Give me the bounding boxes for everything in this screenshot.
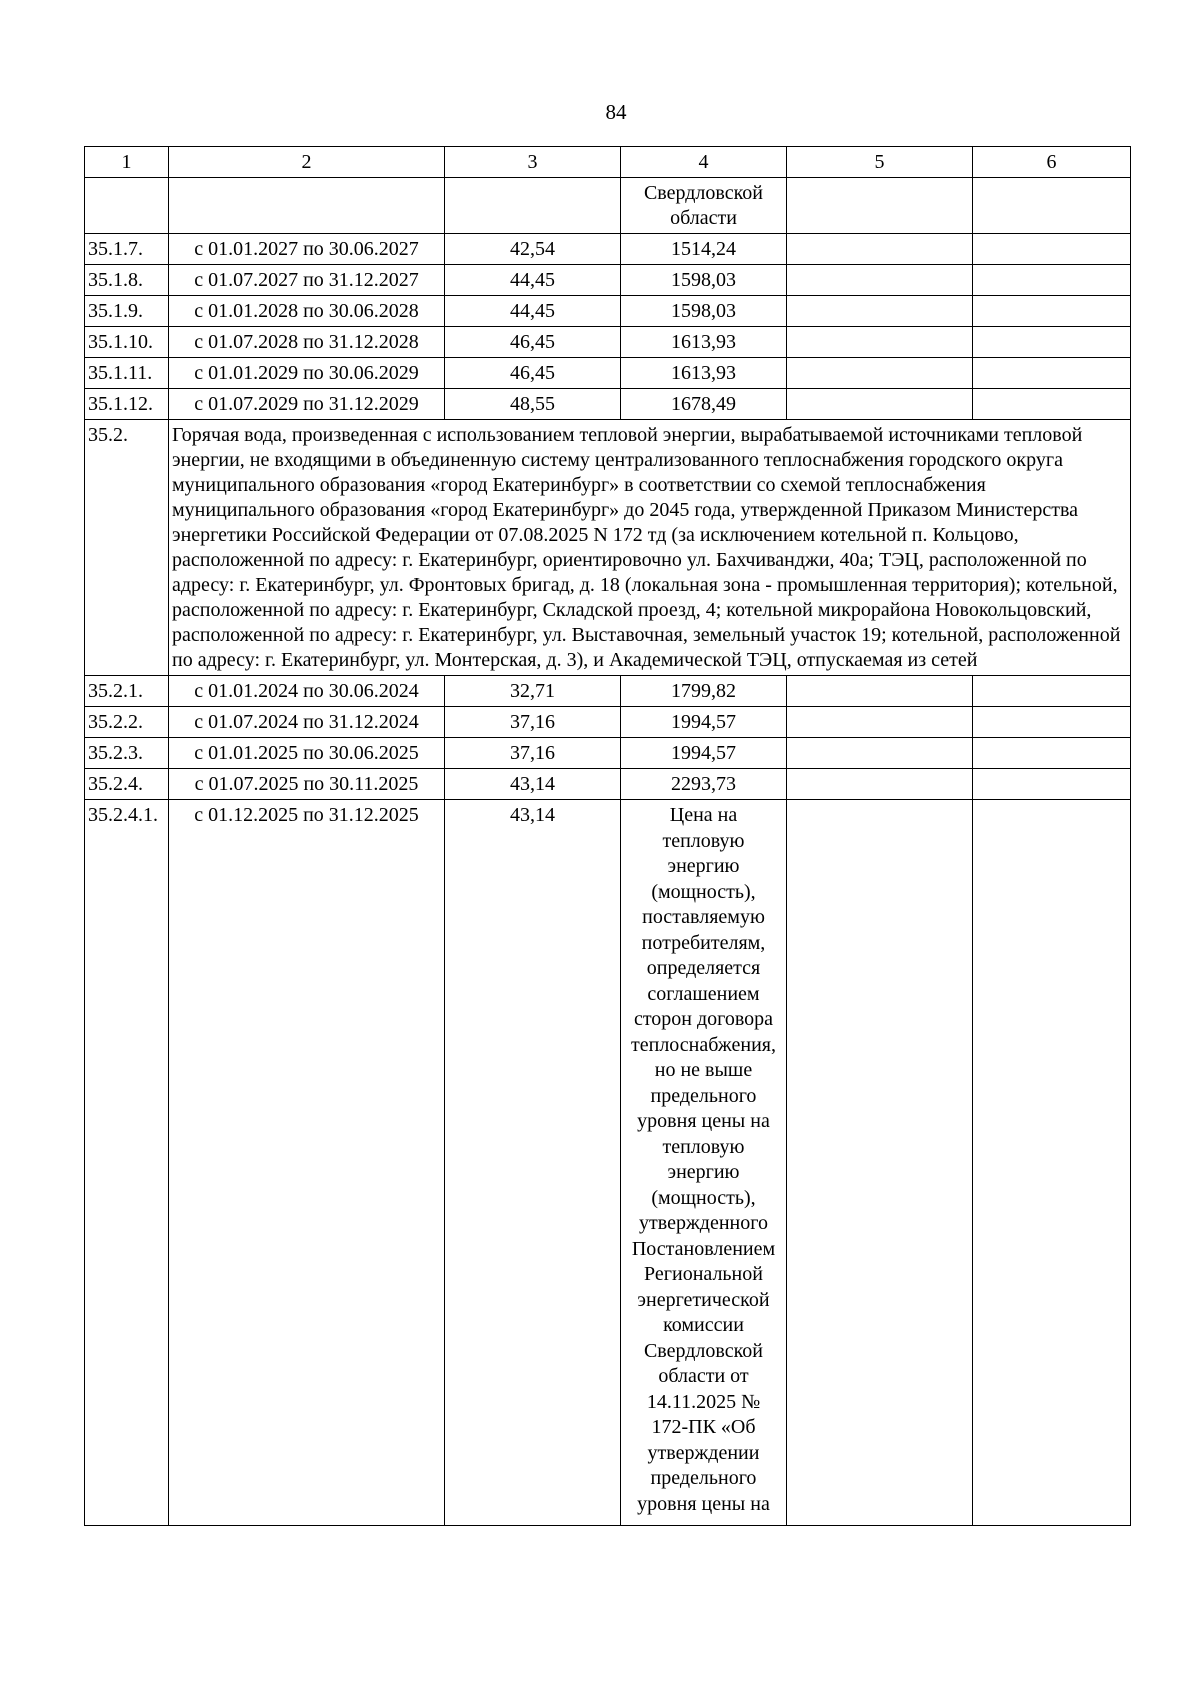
table-row bbox=[85, 358, 1131, 389]
value-col4: 1613,93 bbox=[621, 327, 787, 358]
value-col4: 1598,03 bbox=[621, 296, 787, 327]
cell-empty bbox=[973, 178, 1131, 234]
price-note-line: потребителям, bbox=[641, 931, 766, 954]
row-number: 35.1.7. bbox=[85, 234, 169, 265]
price-note-line: уровня цены на bbox=[637, 1110, 770, 1132]
cell-empty bbox=[973, 265, 1131, 296]
row-number: 35.1.9. bbox=[85, 296, 169, 327]
price-note-line: энергию bbox=[667, 855, 740, 877]
period: с 01.01.2028 по 30.06.2028 bbox=[169, 296, 445, 327]
col-header: 3 bbox=[445, 147, 621, 178]
cell-empty bbox=[973, 327, 1131, 358]
price-note-line: Свердловской bbox=[643, 1339, 764, 1362]
header-row bbox=[85, 147, 1131, 178]
cell-empty bbox=[787, 800, 973, 1526]
cell-empty bbox=[973, 389, 1131, 420]
period: с 01.01.2024 по 30.06.2024 bbox=[169, 676, 445, 707]
cell-empty bbox=[973, 800, 1131, 1526]
row-number: 35.2.4. bbox=[85, 769, 169, 800]
period: с 01.01.2025 по 30.06.2025 bbox=[169, 738, 445, 769]
price-note-line: энергию bbox=[667, 1161, 740, 1183]
price-note-line: соглашением bbox=[647, 982, 760, 1005]
cell-empty bbox=[973, 769, 1131, 800]
section-number: 35.2. bbox=[85, 420, 169, 676]
value-col4: 1514,24 bbox=[621, 234, 787, 265]
value-col3: 46,45 bbox=[445, 327, 621, 358]
value-col3: 48,55 bbox=[445, 389, 621, 420]
tariff-table bbox=[84, 146, 1131, 1526]
value-col4: 1994,57 bbox=[621, 738, 787, 769]
price-note-line: определяется bbox=[646, 957, 761, 979]
cell-empty bbox=[787, 389, 973, 420]
value-col4: 2293,73 bbox=[621, 769, 787, 800]
row-number: 35.2.1. bbox=[85, 676, 169, 707]
table-row bbox=[85, 389, 1131, 420]
value-col4: 1678,49 bbox=[621, 389, 787, 420]
cell-empty bbox=[973, 738, 1131, 769]
price-note-line: предельного bbox=[650, 1084, 757, 1107]
table-row bbox=[85, 234, 1131, 265]
value-col3: 46,45 bbox=[445, 358, 621, 389]
section-row bbox=[85, 420, 1131, 676]
col-header: 6 bbox=[973, 147, 1131, 178]
table-row bbox=[85, 327, 1131, 358]
period: с 01.07.2029 по 31.12.2029 bbox=[169, 389, 445, 420]
cell-empty bbox=[445, 178, 621, 234]
col-header: 5 bbox=[787, 147, 973, 178]
price-note-line: 172-ПК «Об bbox=[651, 1416, 756, 1438]
price-note-line: Региональной bbox=[644, 1263, 763, 1285]
cell-empty bbox=[787, 707, 973, 738]
cell-empty bbox=[787, 676, 973, 707]
price-note-line: (мощность), bbox=[651, 880, 756, 903]
cell-empty bbox=[85, 178, 169, 234]
table-row bbox=[85, 769, 1131, 800]
price-note-line: сторон договора bbox=[633, 1008, 774, 1030]
col-header: 4 bbox=[621, 147, 787, 178]
table-row bbox=[85, 296, 1131, 327]
value-col4: 1994,57 bbox=[621, 707, 787, 738]
cell-empty bbox=[787, 738, 973, 769]
cell-empty bbox=[973, 707, 1131, 738]
cell-empty bbox=[169, 178, 445, 234]
cell-empty bbox=[787, 327, 973, 358]
cell-empty bbox=[787, 769, 973, 800]
value-col4: 1598,03 bbox=[621, 265, 787, 296]
cell-empty bbox=[787, 296, 973, 327]
cell-empty bbox=[973, 676, 1131, 707]
table-row bbox=[85, 707, 1131, 738]
price-note-line: комиссии bbox=[663, 1314, 744, 1336]
cell-empty bbox=[973, 358, 1131, 389]
table-row bbox=[85, 738, 1131, 769]
period: с 01.07.2028 по 31.12.2028 bbox=[169, 327, 445, 358]
row-number: 35.1.8. bbox=[85, 265, 169, 296]
cell-empty bbox=[787, 358, 973, 389]
price-note-line: области от bbox=[658, 1365, 749, 1387]
table-row bbox=[85, 676, 1131, 707]
price-note-line: тепловую bbox=[662, 1135, 745, 1158]
cell-empty bbox=[973, 234, 1131, 265]
continuation-row bbox=[85, 178, 1131, 234]
price-note-line: энергетической bbox=[637, 1288, 770, 1311]
table-row bbox=[85, 800, 1131, 1526]
col-header: 2 bbox=[169, 147, 445, 178]
price-note-line: поставляемую bbox=[642, 906, 765, 928]
page-number: 84 bbox=[605, 100, 627, 124]
period: с 01.01.2027 по 30.06.2027 bbox=[169, 234, 445, 265]
period: с 01.12.2025 по 31.12.2025 bbox=[169, 800, 445, 1526]
price-note-line: предельного bbox=[650, 1467, 757, 1489]
value-col3: 43,14 bbox=[445, 800, 621, 1526]
price-note-line: 14.11.2025 № bbox=[646, 1390, 761, 1413]
value-col3: 32,71 bbox=[445, 676, 621, 707]
period: с 01.01.2029 по 30.06.2029 bbox=[169, 358, 445, 389]
row-number: 35.2.2. bbox=[85, 707, 169, 738]
row-number: 35.1.12. bbox=[85, 389, 169, 420]
price-note-line: но не выше bbox=[654, 1059, 753, 1081]
price-note-line: тепловую bbox=[662, 829, 745, 852]
row-number: 35.1.10. bbox=[85, 327, 169, 358]
period: с 01.07.2024 по 31.12.2024 bbox=[169, 707, 445, 738]
row-number: 35.2.4.1. bbox=[85, 800, 169, 1526]
value-col3: 43,14 bbox=[445, 769, 621, 800]
cell-empty bbox=[787, 178, 973, 234]
value-col4: 1613,93 bbox=[621, 358, 787, 389]
price-note bbox=[621, 800, 787, 1526]
price-note-line: утвержденного bbox=[639, 1212, 768, 1234]
value-col3: 37,16 bbox=[445, 738, 621, 769]
price-note-line: Постановлением bbox=[631, 1237, 776, 1260]
value-col3: 44,45 bbox=[445, 265, 621, 296]
table-row bbox=[85, 265, 1131, 296]
price-note-line: утверждении bbox=[647, 1441, 760, 1464]
value-col3: 44,45 bbox=[445, 296, 621, 327]
value-col3: 37,16 bbox=[445, 707, 621, 738]
cell-empty bbox=[787, 234, 973, 265]
period: с 01.07.2027 по 31.12.2027 bbox=[169, 265, 445, 296]
value-col4: 1799,82 bbox=[621, 676, 787, 707]
price-note-line: теплоснабжения, bbox=[631, 1033, 776, 1056]
continuation-text: Свердловской области bbox=[621, 178, 787, 234]
row-number: 35.1.11. bbox=[85, 358, 169, 389]
cell-empty bbox=[973, 296, 1131, 327]
value-col3: 42,54 bbox=[445, 234, 621, 265]
price-note-line: Цена на bbox=[669, 804, 738, 826]
section-description: Горячая вода, произведенная с использованием тепловой энергии, вырабатываемой источниками тепловой энергии, не входящими в объединенную систему централизованного теплоснабжения городского округа муниципального образования «город Екатеринбург» в соответствии со схемой теплоснабжения муниципального образования «город Екатеринбург» до 2045 года, утвержденной Приказом Министерства энергетики Российской Федерации от 07.08.2025 N 172 тд (за исключением котельной п. Кольцово, расположенной по адресу: г. Екатеринбург, ориентировочно ул. Бахчиванджи, 40а; ТЭЦ, расположенной по адресу: г. Екатеринбург, ул. Фронтовых бригад, д. 18 (локальная зона - промышленная территория); котельной, расположенной по адресу: г. Екатеринбург, Складской проезд, 4; котельной микрорайона Новокольцовский, расположенной по адресу: г. Екатеринбург, ул. Выставочная, земельный участок 19; котельной, расположенной по адресу: г. Екатеринбург, ул. Монтерская, д. 3), и Академической ТЭЦ, отпускаемая из сетей bbox=[169, 420, 1131, 676]
cell-empty bbox=[787, 265, 973, 296]
price-note-line: (мощность), bbox=[651, 1186, 756, 1209]
period: с 01.07.2025 по 30.11.2025 bbox=[169, 769, 445, 800]
price-note-line: уровня цены на bbox=[637, 1492, 770, 1515]
row-number: 35.2.3. bbox=[85, 738, 169, 769]
col-header: 1 bbox=[85, 147, 169, 178]
